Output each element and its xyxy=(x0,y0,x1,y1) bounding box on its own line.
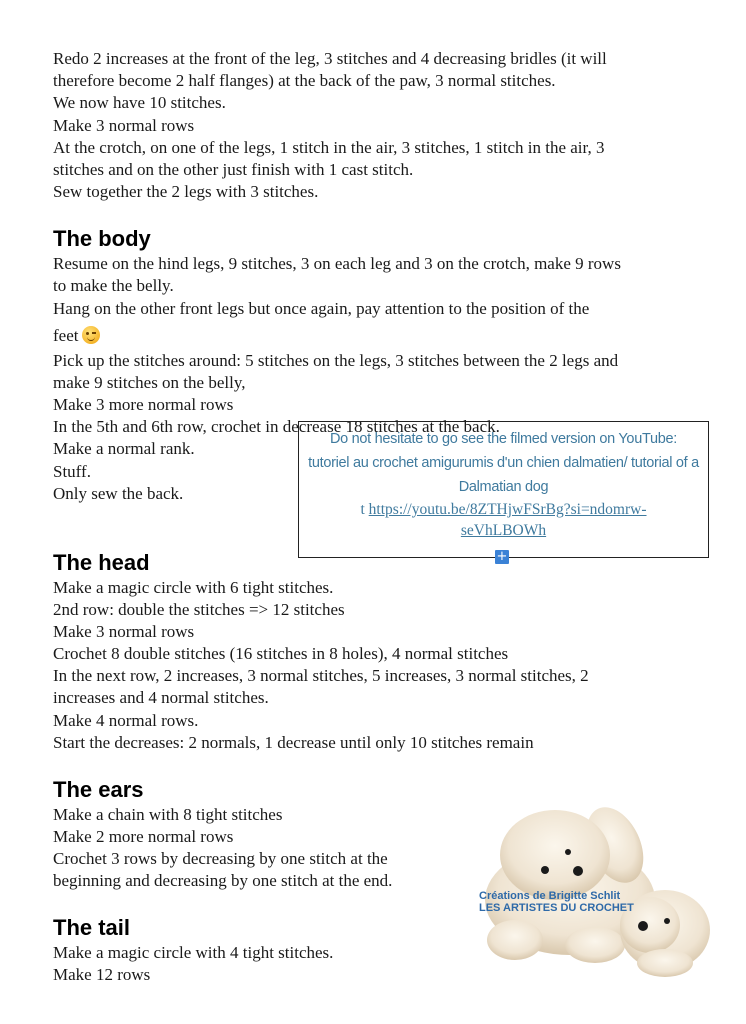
winking-face-icon xyxy=(82,326,100,344)
youtube-link-continued[interactable]: seVhLBOWh xyxy=(460,522,547,539)
section-heading-head: The head xyxy=(53,550,150,575)
text-line: Hang on the other front legs but once again, pay attention to the position of the xyxy=(53,299,590,318)
text-line: make 9 stitches on the belly, xyxy=(53,373,246,392)
section-heading-ears: The ears xyxy=(53,777,144,802)
big-dog-eye xyxy=(541,866,549,874)
textbox-link-line xyxy=(299,499,708,521)
big-dog-nose xyxy=(573,866,583,876)
textbox-link-line xyxy=(299,520,708,542)
youtube-link[interactable]: https://youtu.be/8ZTHjwFSrBg?si=ndomrw- xyxy=(368,501,647,518)
text-line: Make a normal rank. xyxy=(53,439,195,458)
text-line: Crochet 3 rows by decreasing by one stitch at the xyxy=(53,849,388,868)
text-line: In the next row, 2 increases, 3 normal stitches, 5 increases, 3 normal stitches, 2 xyxy=(53,666,589,685)
text-line: Only sew the back. xyxy=(53,484,184,503)
text-line: Crochet 8 double stitches (16 stitches in 8 holes), 4 normal stitches xyxy=(53,644,509,663)
text-line: 2nd row: double the stitches => 12 stitches xyxy=(53,600,345,619)
text-line: therefore become 2 half flanges) at the back of the paw, 3 normal stitches. xyxy=(53,71,556,90)
text-line: Make 2 more normal rows xyxy=(53,827,234,846)
text-line-with-emoji xyxy=(53,325,100,347)
text-line: Make 3 more normal rows xyxy=(53,395,234,414)
text-line: Resume on the hind legs, 9 stitches, 3 on each leg and 3 on the crotch, make 9 rows xyxy=(53,254,621,273)
text-line: Pick up the stitches around: 5 stitches on the legs, 3 stitches between the 2 legs and xyxy=(53,351,619,370)
text-line: beginning and decreasing by one stitch at the end. xyxy=(53,871,393,890)
text-line: Make 3 normal rows xyxy=(53,622,195,641)
text-line: Redo 2 increases at the front of the leg, 3 stitches and 4 decreasing bridles (it will xyxy=(53,49,607,68)
text-line: stitches and on the other just finish with 1 cast stitch. xyxy=(53,160,414,179)
crochet-dogs-photo xyxy=(475,800,715,980)
add-handle-button[interactable]: + xyxy=(496,549,508,564)
link-prefix: t xyxy=(360,501,365,518)
text-line: Make a magic circle with 6 tight stitches. xyxy=(53,578,334,597)
text-line: Make 3 normal rows xyxy=(53,116,195,135)
text-line: to make the belly. xyxy=(53,276,174,295)
textbox-line: tutoriel au crochet amigurumis d'un chien dalmatien/ tutorial of a xyxy=(308,455,699,471)
big-dog-head xyxy=(500,810,610,900)
youtube-text-box[interactable] xyxy=(298,421,709,558)
text-line: Sew together the 2 legs with 3 stitches. xyxy=(53,182,319,201)
section-heading-body: The body xyxy=(53,226,151,251)
big-dog-eye xyxy=(565,849,571,855)
text-line: Make a magic circle with 4 tight stitches. xyxy=(53,943,334,962)
textbox-line: Do not hesitate to go see the filmed version on YouTube: xyxy=(329,431,678,447)
small-dog-eye xyxy=(664,918,670,924)
photo-caption-line: LES ARTISTES DU CROCHET xyxy=(479,902,634,914)
small-dog-nose xyxy=(638,921,648,931)
text-line: Start the decreases: 2 normals, 1 decrease until only 10 stitches remain xyxy=(53,733,534,752)
text-line: We now have 10 stitches. xyxy=(53,93,226,112)
text-fragment: feet xyxy=(53,326,79,345)
text-line: Make 4 normal rows. xyxy=(53,711,199,730)
textbox-line: Dalmatian dog xyxy=(458,479,549,495)
text-line: increases and 4 normal stitches. xyxy=(53,688,269,707)
text-line: At the crotch, on one of the legs, 1 stitch in the air, 3 stitches, 1 stitch in the air, 3 xyxy=(53,138,605,157)
text-line: Make 12 rows xyxy=(53,965,151,984)
photo-caption-line: Créations de Brigitte Schlit xyxy=(479,890,621,902)
text-line: In the 5th and 6th row, crochet in decrease 18 stitches at the back. xyxy=(53,417,500,436)
text-line: Make a chain with 8 tight stitches xyxy=(53,805,283,824)
section-heading-tail: The tail xyxy=(53,915,131,940)
text-line: Stuff. xyxy=(53,462,91,481)
